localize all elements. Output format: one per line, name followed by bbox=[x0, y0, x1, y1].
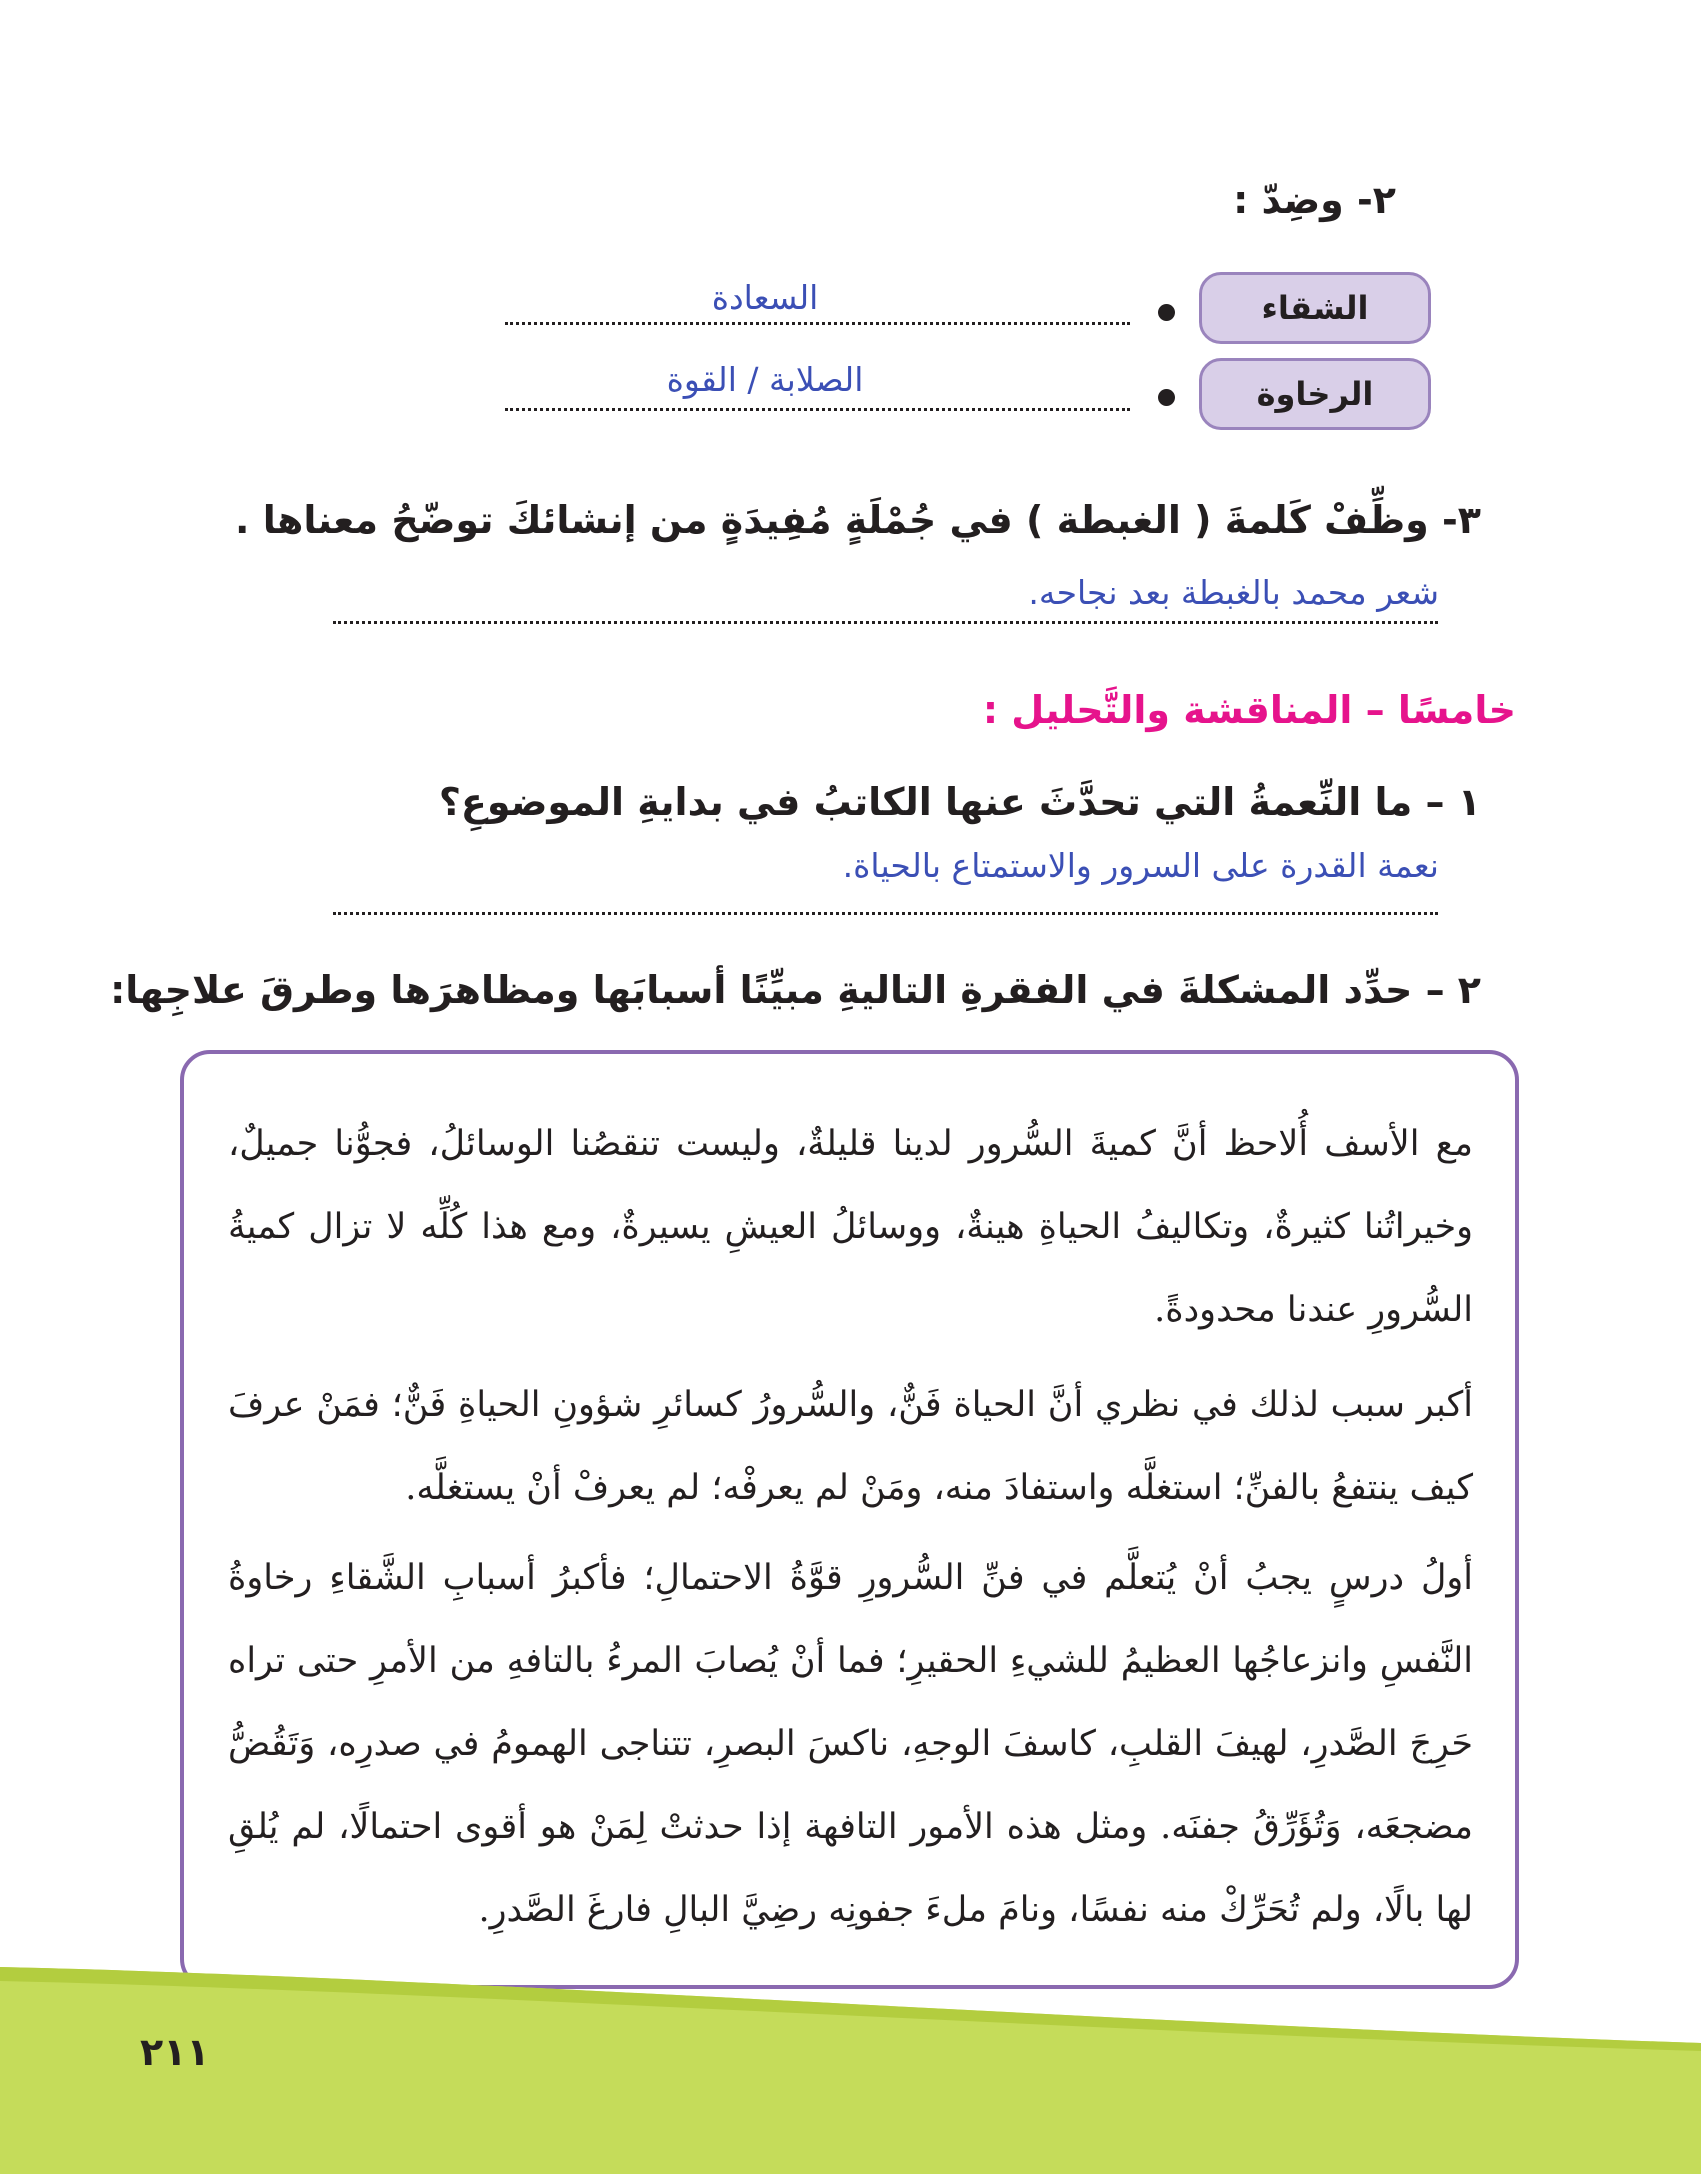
bullet-dot bbox=[1158, 389, 1175, 406]
antonym-word-2: الرخاوة bbox=[1199, 358, 1431, 430]
discussion-answer-1: نعمة القدرة على السرور والاستمتاع بالحياة. bbox=[842, 846, 1439, 885]
passage-paragraph-2: أكبر سبب لذلك في نظري أنَّ الحياة فَنٌّ، والسُّرورُ كسائرِ شؤونِ الحياةِ فَنٌّ؛ فمَنْ عرفَ كيف ينتفعُ بالفنِّ؛ استغلَّه واستفادَ منه، ومَنْ لم يعرفْه؛ لم يعرفْ أنْ يستغلَّه. bbox=[228, 1385, 1473, 1508]
antonym-heading: ٢- وضِدّ : bbox=[1233, 178, 1396, 222]
question-3-answer: شعر محمد بالغبطة بعد نجاحه. bbox=[1028, 573, 1439, 612]
discussion-question-1: ١ – ما النِّعمةُ التي تحدَّثَ عنها الكاتبُ في بدايةِ الموضوعِ؟ bbox=[438, 780, 1481, 824]
page-number: ٢١١ bbox=[140, 2030, 210, 2074]
antonym-answer-2: الصلابة / القوة bbox=[666, 360, 864, 399]
bullet-dot bbox=[1158, 304, 1175, 321]
section-title: خامسًا – المناقشة والتَّحليل : bbox=[982, 688, 1516, 732]
decorative-swoosh bbox=[0, 1955, 1701, 2174]
answer-line bbox=[333, 621, 1438, 624]
passage-paragraph-1: مع الأسف أُلاحظ أنَّ كميةَ السُّرور لدينا قليلةٌ، وليست تنقصُنا الوسائلُ، فجوُّنا جميلٌ، وخيراتُنا كثيرةٌ، وتكاليفُ الحياةِ هينةٌ، ووسائلُ العيشِ يسيرةٌ، ومع هذا كُلِّه لا تزال كميةُ السُّرورِ عندنا محدودةً. bbox=[228, 1124, 1473, 1330]
question-3: ٣- وظِّفْ كَلمةَ ( الغبطة ) في جُمْلَةٍ مُفِيدَةٍ من إنشائكَ توضّحُ معناها . bbox=[235, 498, 1481, 542]
answer-line bbox=[505, 408, 1130, 411]
passage-paragraph-3: أولُ درسٍ يجبُ أنْ يُتعلَّم في فنِّ السُّرورِ قوَّةُ الاحتمالِ؛ فأكبرُ أسبابِ الشَّقاءِ رخاوةُ النَّفسِ وانزعاجُها العظيمُ للشيءِ الحقيرِ؛ فما أنْ يُصابَ المرءُ بالتافهِ من الأمرِ حتى تراه حَرِجَ الصَّدرِ، لهيفَ القلبِ، كاسفَ الوجهِ، ناكسَ البصرِ، تتناجى الهمومُ في صدرِه، وَتَقُضُّ مضجعَه، وَتُؤَرِّقُ جفنَه. ومثل هذه الأمور التافهة إذا حدثتْ لِمَنْ هو أقوى احتمالًا، لم يُلقِ لها بالًا، ولم تُحَرِّكْ منه نفسًا، ونامَ ملءَ جفونِه رضِيَّ البالِ فارغَ الصَّدرِ. bbox=[228, 1558, 1473, 1930]
antonym-answer-1: السعادة bbox=[711, 278, 819, 317]
answer-line bbox=[505, 322, 1130, 325]
answer-line bbox=[333, 912, 1438, 915]
antonym-word-1: الشقاء bbox=[1199, 272, 1431, 344]
discussion-question-2: ٢ – حدِّد المشكلةَ في الفقرةِ التاليةِ مبيِّنًا أسبابَها ومظاهرَها وطرقَ علاجِها: bbox=[110, 968, 1481, 1012]
